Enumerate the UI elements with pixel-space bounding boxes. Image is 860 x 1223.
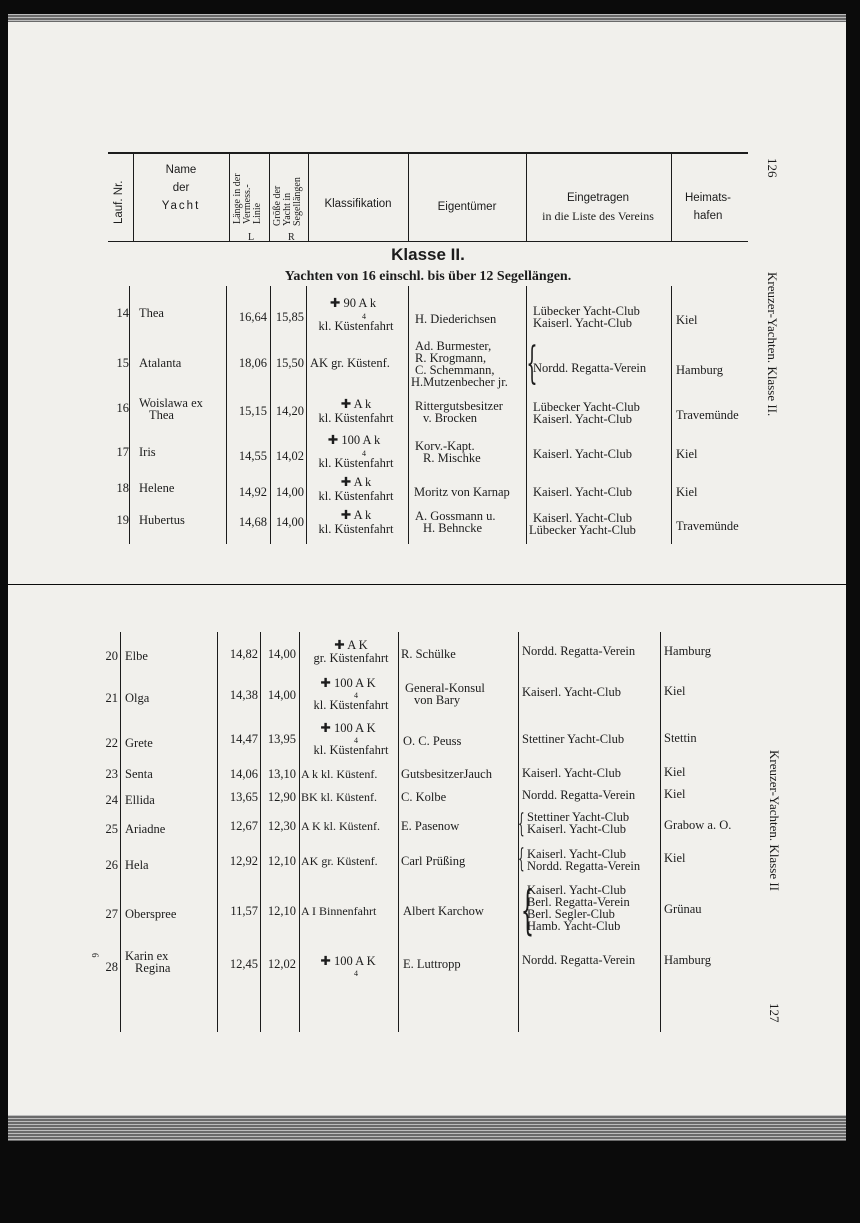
row-17-owner-1: Korv.-Kapt. xyxy=(415,439,475,453)
brace: { xyxy=(517,844,525,874)
row-18-l: 14,92 xyxy=(238,485,267,499)
row-20-name: Elbe xyxy=(125,649,148,663)
brace: { xyxy=(526,338,538,389)
row-18-nr: 18 xyxy=(116,481,129,495)
row-16-owner-1: Rittergutsbesitzer xyxy=(415,399,503,413)
row-14-verein-2: Kaiserl. Yacht-Club xyxy=(533,316,632,330)
page-number-127: 127 xyxy=(767,1003,782,1023)
header-laenge-2: Vermess.- xyxy=(242,184,253,224)
row-19-r: 14,00 xyxy=(275,515,304,529)
row-23-nr: 23 xyxy=(105,767,118,781)
row-17-hafen: Kiel xyxy=(676,447,698,461)
row-23-hafen: Kiel xyxy=(664,765,686,779)
row-24-hafen: Kiel xyxy=(664,787,686,801)
row-17-nr: 17 xyxy=(116,445,129,459)
row-17-verein: Kaiserl. Yacht-Club xyxy=(533,447,632,461)
row-28-verein: Nordd. Regatta-Verein xyxy=(522,953,636,967)
header-groesse-letter: R xyxy=(288,232,295,243)
row-18-name: Helene xyxy=(139,481,175,495)
row-28-name-1: Karin ex xyxy=(125,949,169,963)
row-18-hafen: Kiel xyxy=(676,485,698,499)
row-20-l: 14,82 xyxy=(229,647,258,661)
row-19-hafen: Travemünde xyxy=(676,519,739,533)
row-26-owner: Carl Prüßing xyxy=(401,854,466,868)
row-25-l: 12,67 xyxy=(229,819,258,833)
row-26-l: 12,92 xyxy=(229,854,258,868)
row-26-hafen: Kiel xyxy=(664,851,686,865)
row-15-verein: Nordd. Regatta-Verein xyxy=(533,361,647,375)
row-15-name: Atalanta xyxy=(139,356,182,370)
row-14-klass-1: ✚ 90 A k xyxy=(329,296,377,310)
row-19-verein-1: Kaiserl. Yacht-Club xyxy=(533,511,632,525)
row-23-name: Senta xyxy=(125,767,153,781)
row-14-nr: 14 xyxy=(116,306,129,320)
row-25-verein-2: Kaiserl. Yacht-Club xyxy=(527,822,626,836)
row-22-klass-2: kl. Küstenfahrt xyxy=(313,743,389,757)
row-23-owner: GutsbesitzerJauch xyxy=(401,767,492,781)
row-15-l: 18,06 xyxy=(238,356,267,370)
row-28-klass-1: ✚ 100 A K xyxy=(320,954,376,968)
row-21-klass-sub: 4 xyxy=(354,691,358,700)
row-24-nr: 24 xyxy=(105,793,118,807)
row-25-name: Ariadne xyxy=(125,822,166,836)
class-subtitle: Yachten von 16 einschl. bis über 12 Segellängen. xyxy=(284,269,572,284)
header-name-2: der xyxy=(172,182,190,194)
row-14-owner: H. Diederichsen xyxy=(415,312,497,326)
row-14-name: Thea xyxy=(139,306,164,320)
row-17-klass-sub: 4 xyxy=(362,449,366,458)
row-21-owner-2: von Bary xyxy=(414,693,461,707)
row-22-l: 14,47 xyxy=(229,732,258,746)
row-18-klass-1: ✚ A k xyxy=(340,475,372,489)
row-20-klass-2: gr. Küstenfahrt xyxy=(313,651,389,665)
row-26-klass: AK gr. Küstenf. xyxy=(301,854,378,868)
row-20-nr: 20 xyxy=(105,649,118,663)
row-18-klass-2: kl. Küstenfahrt xyxy=(318,489,394,503)
row-19-owner-2: H. Behncke xyxy=(423,521,483,535)
row-17-l: 14,55 xyxy=(238,449,267,463)
row-18-r: 14,00 xyxy=(275,485,304,499)
row-21-verein: Kaiserl. Yacht-Club xyxy=(522,685,621,699)
row-16-name-2: Thea xyxy=(149,408,174,422)
row-18-owner: Moritz von Karnap xyxy=(414,485,510,499)
row-26-nr: 26 xyxy=(105,858,118,872)
row-25-owner: E. Pasenow xyxy=(401,819,460,833)
header-heimatshafen-2: hafen xyxy=(693,210,723,222)
row-21-name: Olga xyxy=(125,691,150,705)
row-28-r: 12,02 xyxy=(267,957,296,971)
header-eingetragen-1: Eingetragen xyxy=(566,192,630,204)
row-24-r: 12,90 xyxy=(267,790,296,804)
row-20-owner: R. Schülke xyxy=(401,647,456,661)
row-15-nr: 15 xyxy=(116,356,129,370)
row-23-r: 13,10 xyxy=(267,767,296,781)
row-16-verein-1: Lübecker Yacht-Club xyxy=(533,400,640,414)
row-16-nr: 16 xyxy=(116,401,129,415)
header-groesse-2: Yacht in xyxy=(282,192,293,226)
row-28-klass-sub: 4 xyxy=(354,969,358,978)
row-24-klass: BK kl. Küstenf. xyxy=(301,790,377,804)
row-27-owner: Albert Karchow xyxy=(403,904,484,918)
row-27-klass: A I Binnenfahrt xyxy=(301,904,377,918)
row-15-r: 15,50 xyxy=(275,356,304,370)
row-15-owner-2: R. Krogmann, xyxy=(415,351,487,365)
page-127 xyxy=(8,585,846,1141)
row-17-klass-1: ✚ 100 A k xyxy=(327,433,381,447)
row-25-verein-1: Stettiner Yacht-Club xyxy=(527,810,630,824)
row-14-klass-sub: 4 xyxy=(362,312,366,321)
row-26-verein-2: Nordd. Regatta-Verein xyxy=(527,859,641,873)
row-16-name-1: Woislawa ex xyxy=(139,396,203,410)
row-27-name: Oberspree xyxy=(125,907,177,921)
header-lauf-nr: Lauf. Nr. xyxy=(113,180,125,224)
row-21-r: 14,00 xyxy=(267,688,296,702)
row-17-klass-2: kl. Küstenfahrt xyxy=(318,456,394,470)
row-15-hafen: Hamburg xyxy=(676,363,723,377)
row-15-klass: AK gr. Küstenf. xyxy=(310,356,390,370)
row-17-r: 14,02 xyxy=(275,449,304,463)
row-27-hafen: Grünau xyxy=(664,902,702,916)
row-20-verein: Nordd. Regatta-Verein xyxy=(522,644,636,658)
row-28-owner: E. Luttropp xyxy=(403,957,461,971)
row-21-l: 14,38 xyxy=(229,688,258,702)
row-19-owner-1: A. Gossmann u. xyxy=(415,509,496,523)
running-head-top: Kreuzer-Yachten. Klasse II. xyxy=(765,272,780,417)
row-18-verein: Kaiserl. Yacht-Club xyxy=(533,485,632,499)
row-24-l: 13,65 xyxy=(229,790,258,804)
row-15-owner-1: Ad. Burmester, xyxy=(415,339,492,353)
row-25-klass: A K kl. Küstenf. xyxy=(301,819,380,833)
row-28-l: 12,45 xyxy=(229,957,258,971)
header-klassifikation: Klassifikation xyxy=(324,198,392,210)
header-heimatshafen-1: Heimats- xyxy=(684,192,732,204)
row-21-nr: 21 xyxy=(105,691,118,705)
row-17-owner-2: R. Mischke xyxy=(423,451,481,465)
signature-mark: 6 xyxy=(90,953,100,958)
header-groesse-1: Größe der xyxy=(272,185,283,226)
header-bottom-rule xyxy=(108,241,748,242)
page-126 xyxy=(8,14,846,584)
row-27-verein-1: Kaiserl. Yacht-Club xyxy=(527,883,626,897)
header-laenge-1: Länge in der xyxy=(232,173,243,224)
brace: { xyxy=(520,881,535,941)
row-22-name: Grete xyxy=(125,736,153,750)
header-laenge-letter: L xyxy=(248,232,255,243)
header-name-1: Name xyxy=(165,164,197,176)
row-14-l: 16,64 xyxy=(238,310,267,324)
row-27-l: 11,57 xyxy=(230,904,258,918)
row-20-r: 14,00 xyxy=(267,647,296,661)
row-25-r: 12,30 xyxy=(267,819,296,833)
row-21-hafen: Kiel xyxy=(664,684,686,698)
header-top-rule xyxy=(108,152,748,154)
row-27-verein-2: Berl. Regatta-Verein xyxy=(527,895,630,909)
header-laenge-3: Linie xyxy=(252,202,263,224)
row-14-klass-2: kl. Küstenfahrt xyxy=(318,319,394,333)
row-16-hafen: Travemünde xyxy=(676,408,739,422)
class-title: Klasse II. xyxy=(391,245,465,264)
row-26-name: Hela xyxy=(125,858,149,872)
row-25-hafen: Grabow a. O. xyxy=(664,818,732,832)
row-27-verein-4: Hamb. Yacht-Club xyxy=(527,919,621,933)
row-15-owner-4: H.Mutzenbecher jr. xyxy=(411,375,508,389)
row-23-l: 14,06 xyxy=(229,767,258,781)
row-27-r: 12,10 xyxy=(267,904,296,918)
row-24-name: Ellida xyxy=(125,793,155,807)
header-eigentuemer: Eigentümer xyxy=(437,201,497,213)
row-16-r: 14,20 xyxy=(275,404,304,418)
row-16-owner-2: v. Brocken xyxy=(423,411,478,425)
row-21-klass-2: kl. Küstenfahrt xyxy=(313,698,389,712)
row-21-klass-1: ✚ 100 A K xyxy=(320,676,376,690)
row-20-klass-1: ✚ A K xyxy=(334,638,368,652)
row-17-name: Iris xyxy=(139,445,156,459)
row-15-owner-3: C. Schemmann, xyxy=(415,363,495,377)
row-19-klass-1: ✚ A k xyxy=(340,508,372,522)
row-26-r: 12,10 xyxy=(267,854,296,868)
row-22-klass-sub: 4 xyxy=(354,736,358,745)
row-19-nr: 19 xyxy=(116,513,129,527)
page-number-126: 126 xyxy=(765,158,780,178)
row-24-verein: Nordd. Regatta-Verein xyxy=(522,788,636,802)
row-14-r: 15,85 xyxy=(275,310,304,324)
row-22-hafen: Stettin xyxy=(664,731,697,745)
row-23-verein: Kaiserl. Yacht-Club xyxy=(522,766,621,780)
row-23-klass: A k kl. Küstenf. xyxy=(301,767,378,781)
row-16-l: 15,15 xyxy=(238,404,267,418)
row-28-name-2: Regina xyxy=(135,961,171,975)
row-28-nr: 28 xyxy=(105,960,118,974)
row-19-klass-2: kl. Küstenfahrt xyxy=(318,522,394,536)
row-20-hafen: Hamburg xyxy=(664,644,711,658)
row-22-klass-1: ✚ 100 A K xyxy=(320,721,376,735)
row-19-l: 14,68 xyxy=(238,515,267,529)
header-eingetragen-2: in die Liste des Vereins xyxy=(542,209,654,223)
running-head-bottom: Kreuzer-Yachten. Klasse II xyxy=(767,750,782,892)
row-22-verein: Stettiner Yacht-Club xyxy=(522,732,625,746)
row-16-verein-2: Kaiserl. Yacht-Club xyxy=(533,412,632,426)
page-edge xyxy=(8,1115,846,1141)
row-26-verein-1: Kaiserl. Yacht-Club xyxy=(527,847,626,861)
page-edge xyxy=(8,14,846,22)
header-groesse-3: Segellängen xyxy=(292,177,303,226)
row-28-hafen: Hamburg xyxy=(664,953,711,967)
row-24-owner: C. Kolbe xyxy=(401,790,447,804)
row-16-klass-1: ✚ A k xyxy=(340,397,372,411)
row-19-name: Hubertus xyxy=(139,513,185,527)
row-14-hafen: Kiel xyxy=(676,313,698,327)
row-25-nr: 25 xyxy=(105,822,118,836)
header-name-3: Yacht xyxy=(161,200,201,212)
row-27-verein-3: Berl. Segler-Club xyxy=(527,907,615,921)
row-19-verein-2: Lübecker Yacht-Club xyxy=(529,523,636,537)
row-16-klass-2: kl. Küstenfahrt xyxy=(318,411,394,425)
row-22-nr: 22 xyxy=(105,736,118,750)
brace: { xyxy=(517,809,525,839)
row-22-owner: O. C. Peuss xyxy=(403,734,462,748)
row-22-r: 13,95 xyxy=(267,732,296,746)
row-21-owner-1: General-Konsul xyxy=(405,681,485,695)
row-27-nr: 27 xyxy=(105,907,118,921)
row-14-verein-1: Lübecker Yacht-Club xyxy=(533,304,640,318)
